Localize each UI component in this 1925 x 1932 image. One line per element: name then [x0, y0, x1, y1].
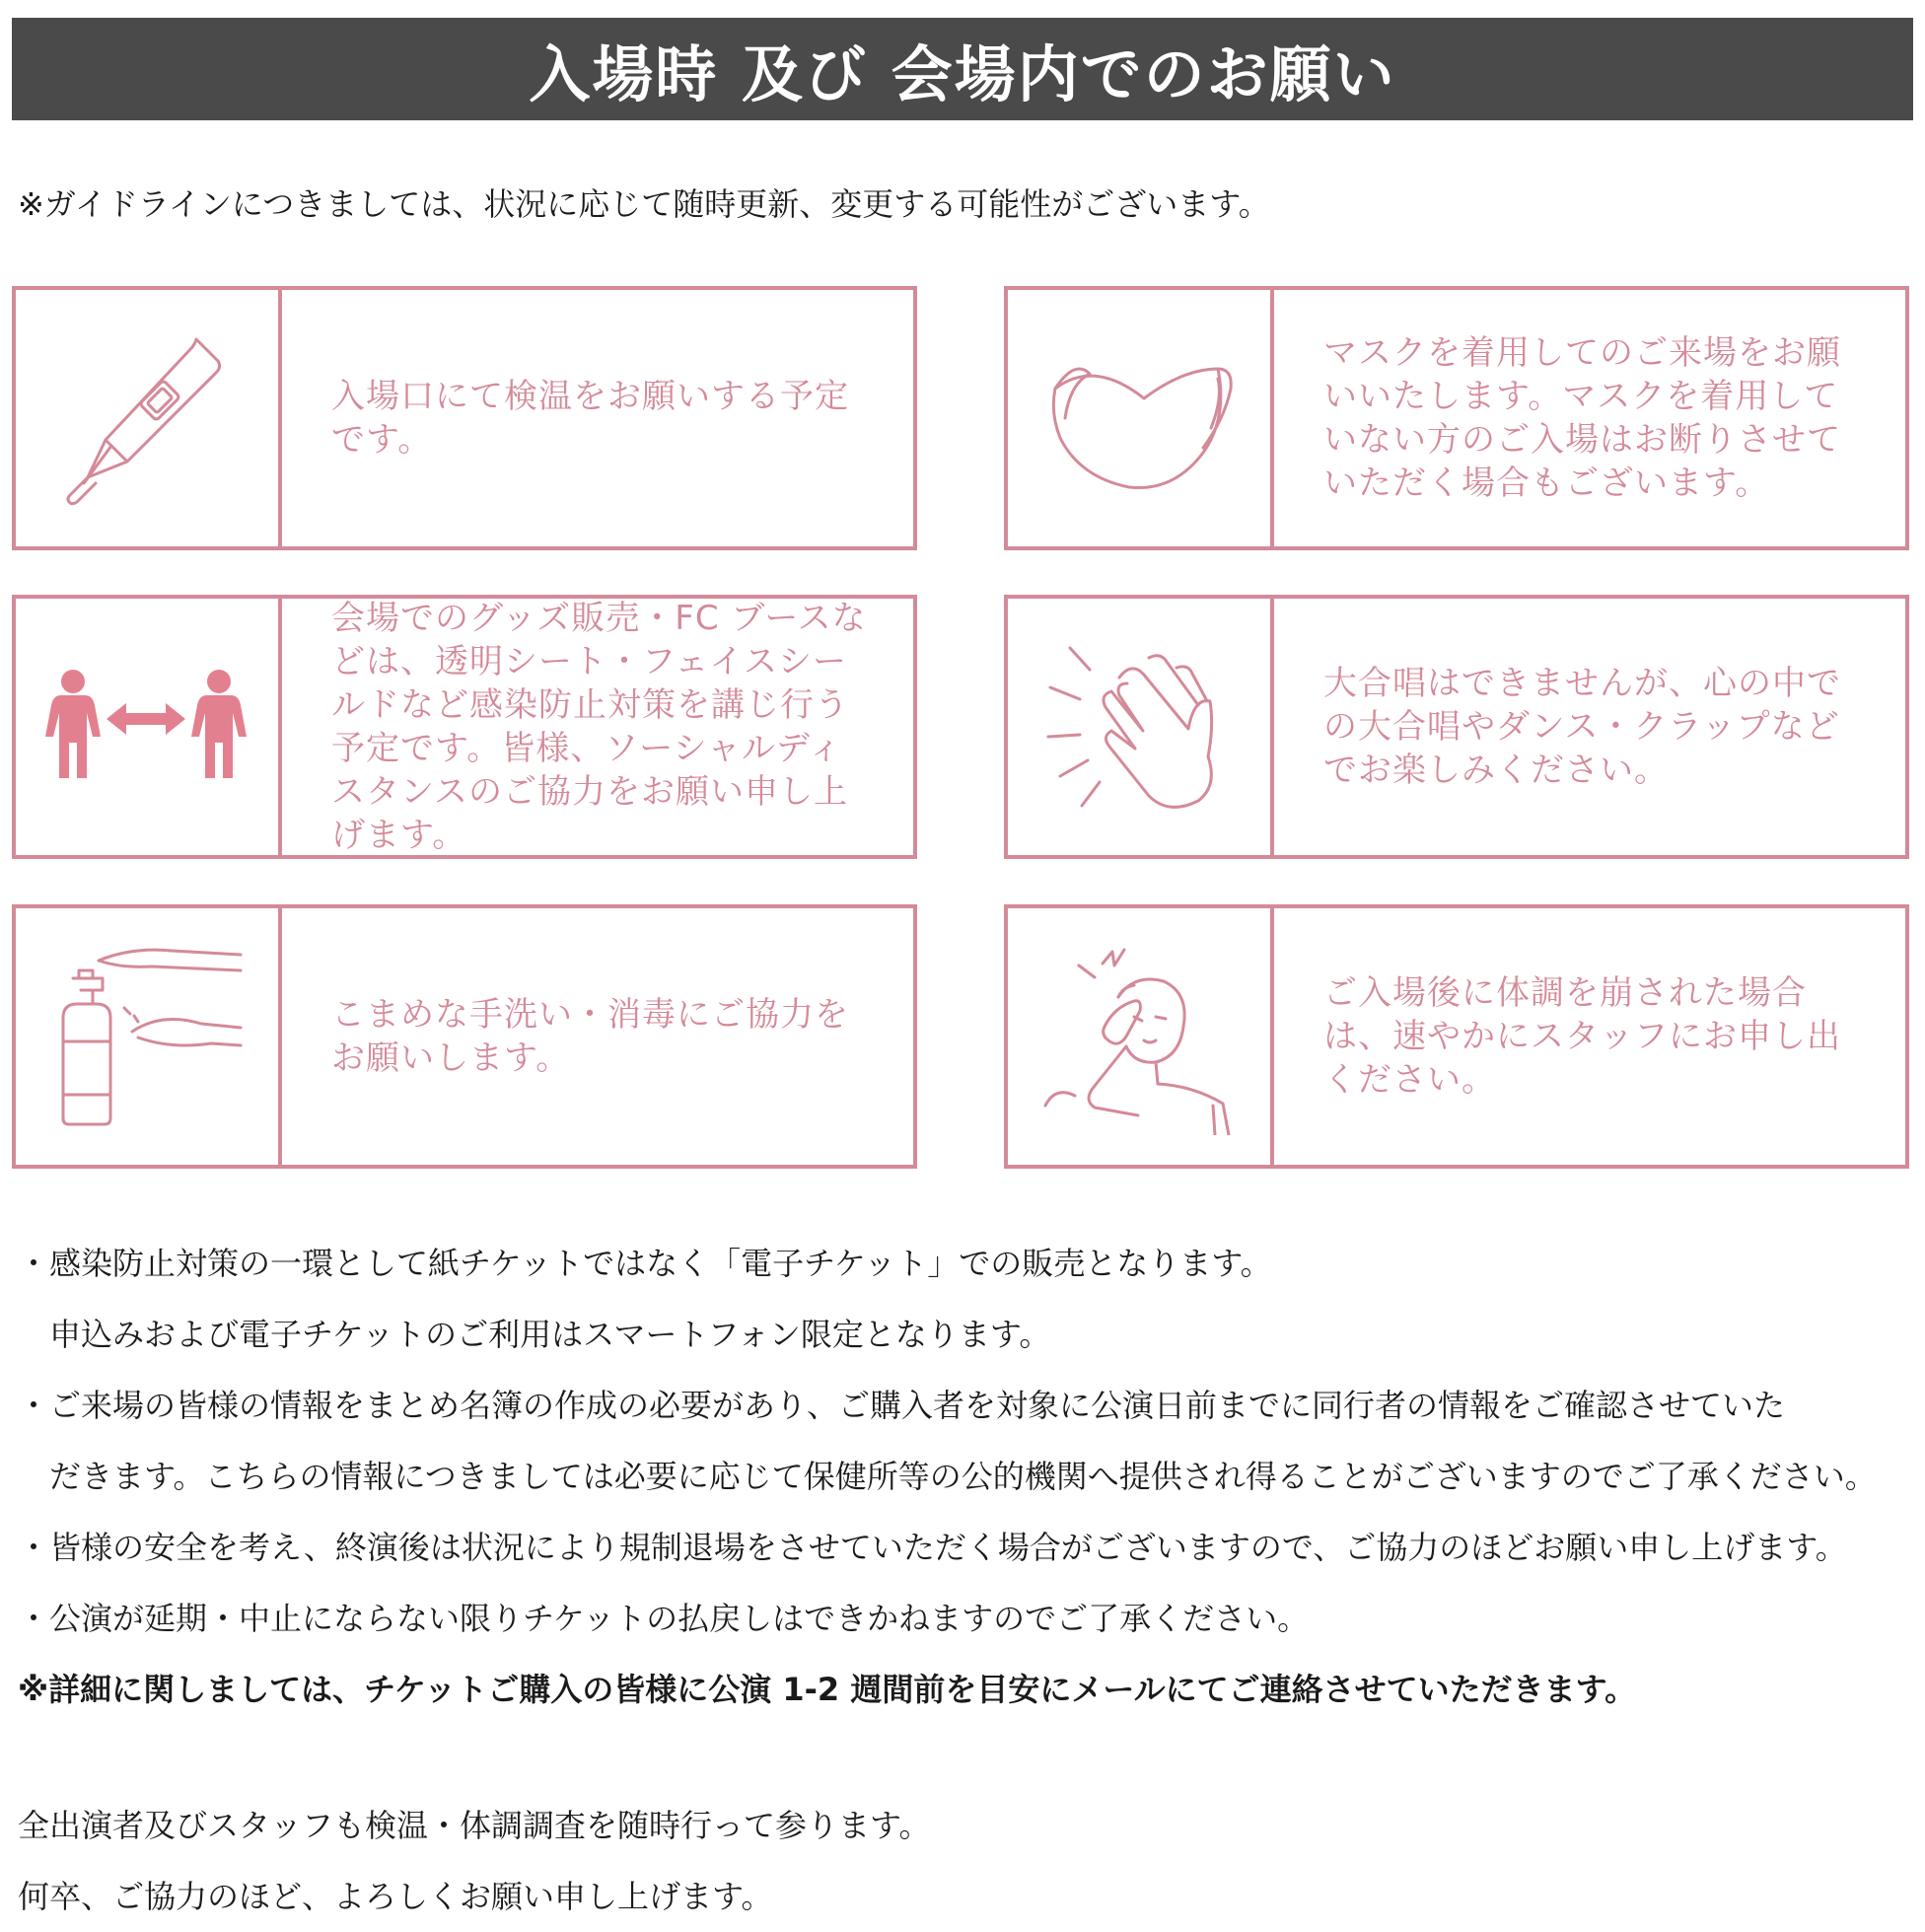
social-distance-icon	[43, 668, 250, 786]
note-line: ・公演が延期・中止にならない限りチケットの払戻しはできかねますのでご了承ください。	[18, 1600, 1310, 1637]
note-line: 申込みおよび電子チケットのご利用はスマートフォン限定となります。	[18, 1316, 1051, 1353]
guideline-notice: ※ガイドラインにつきましては、状況に応じて随時更新、変更する可能性がございます。	[18, 185, 1270, 223]
card-text: こまめな手洗い・消毒にご協力をお願いします。	[331, 995, 849, 1078]
card-icon-cell	[16, 290, 282, 546]
note-line: ・皆様の安全を考え、終演後は状況により規制退場をさせていただく場合がございますので、ご協力のほどお願い申し上げます。	[18, 1529, 1847, 1566]
note-line: ・ご来場の皆様の情報をまとめ名簿の作成の必要があり、ご購入者を対象に公演日前までに同行者の情報をご確認させていた	[18, 1387, 1786, 1424]
card-text-cell	[1274, 290, 1905, 546]
hand-sanitizer-icon	[43, 943, 250, 1130]
clapping-hands-icon	[1040, 638, 1238, 816]
card-text: 会場でのグッズ販売・FC ブースなどは、透明シート・フェイスシールドなど感染防止対策を講じ行う予定です。皆様、ソーシャルディスタンスのご協力をお願い申し上げます。	[331, 599, 867, 855]
closing-line: 全出演者及びスタッフも検温・体調調査を随時行って参ります。	[18, 1807, 931, 1844]
card-icon-cell	[1008, 908, 1274, 1165]
thermometer-icon	[48, 320, 246, 517]
closing-line: 何卒、ご協力のほど、よろしくお願い申し上げます。	[18, 1878, 773, 1915]
title-bar	[12, 18, 1913, 120]
card-icon-cell	[1008, 599, 1274, 855]
detail-note: ※詳細に関しましては、チケットご購入の皆様に公演 1-2 週間前を目安にメールにてご連絡させていただきます。	[18, 1671, 1637, 1708]
card-mask	[1004, 286, 1909, 550]
card-social-distance	[12, 595, 917, 859]
note-line: ・感染防止対策の一環として紙チケットではなく「電子チケット」での販売となります。	[18, 1245, 1272, 1282]
note-line: だきます。こちらの情報につきましては必要に応じて保健所等の公的機関へ提供され得ることがございますのでご了承ください。	[18, 1458, 1877, 1495]
card-text-cell	[282, 290, 913, 546]
notes-list	[18, 1228, 1911, 1725]
card-text-cell	[1274, 599, 1905, 855]
card-hand-washing	[12, 904, 917, 1169]
card-feeling-unwell	[1004, 904, 1909, 1169]
card-icon-cell	[16, 599, 282, 855]
card-icon-cell	[16, 908, 282, 1165]
face-mask-icon	[1035, 329, 1243, 507]
card-text-cell	[1274, 908, 1905, 1165]
card-text-cell	[282, 908, 913, 1165]
card-temperature-check	[12, 286, 917, 550]
closing-message	[18, 1790, 930, 1932]
headache-person-icon	[1035, 938, 1243, 1135]
card-text: 入場口にて検温をお願いする予定です。	[331, 377, 849, 460]
card-text: ご入場後に体調を崩された場合は、速やかにスタッフにお申し出ください。	[1323, 973, 1841, 1100]
card-text-cell	[282, 599, 913, 855]
card-clapping	[1004, 595, 1909, 859]
page-title: 入場時 及び 会場内でのお願い	[529, 37, 1396, 110]
card-icon-cell	[1008, 290, 1274, 546]
card-text: マスクを着用してのご来場をお願いいたします。マスクを着用していない方のご入場はお断りさせていただく場合もございます。	[1323, 333, 1841, 503]
card-text: 大合唱はできませんが、心の中での大合唱やダンス・クラップなどでお楽しみください。	[1323, 664, 1841, 790]
